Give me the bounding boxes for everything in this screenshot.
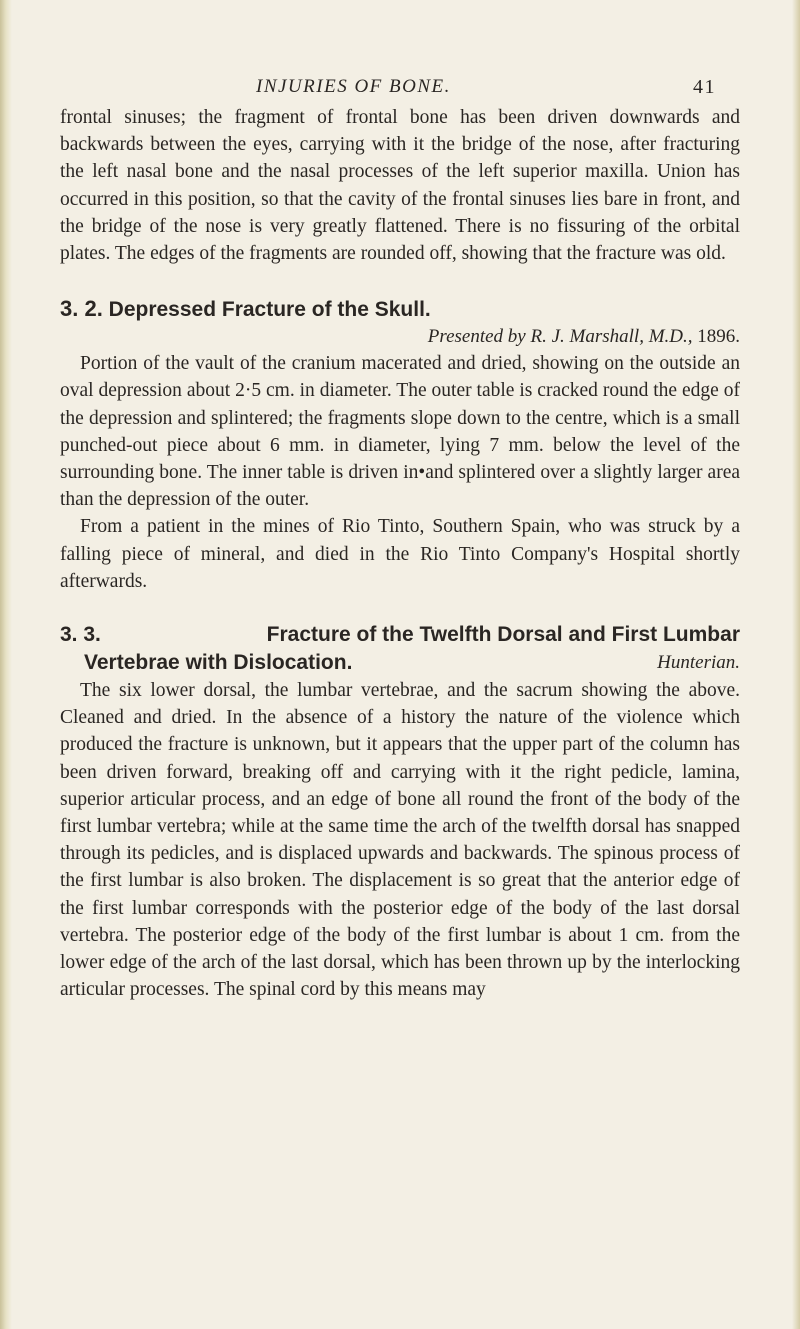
section-3-3	[60, 621, 740, 1003]
page-edge-right	[792, 0, 800, 1329]
section-title-line-1: Fracture of the Twelfth Dorsal and First Lumbar	[266, 623, 740, 647]
page-header	[60, 68, 740, 104]
section-source: Hunterian.	[657, 652, 740, 674]
running-title: INJURIES OF BONE.	[256, 76, 451, 97]
page-edge-left	[0, 0, 12, 1329]
section-heading	[60, 621, 740, 649]
section-paragraph: From a patient in the mines of Rio Tinto, Southern Spain, who was struck by a falling piece of mineral, and died in the Rio Tinto Company's Hospital shortly afterwards.	[60, 516, 740, 592]
presenter-year: 1896.	[697, 326, 740, 348]
section-number: 3. 2.	[60, 296, 103, 322]
section-paragraph: Portion of the vault of the cranium macerated and dried, showing on the outside an oval depression about 2·5 cm. in diameter. The outer table is cracked round the edge of the depression and splintered; the fragments slope down to the centre, which is a small punched-out piece about 6 mm. in diameter, lying 7 mm. below the level of the surrounding bone. The inner table is driven in•and splintered over a slightly larger area than the depression of the outer.	[60, 353, 740, 511]
section-number: 3. 3.	[60, 623, 101, 647]
section-3-2	[60, 295, 740, 595]
section-title: Depressed Fracture of the Skull.	[108, 298, 431, 322]
intro-paragraph: frontal sinuses; the fragment of frontal bone has been driven downwards and backwards between the eyes, carrying with it the bridge of the nose, after fracturing the left nasal bone and the nasal processes of the left superior maxilla. Union has occurred in this position, so that the cavity of the frontal sinuses lies bare in front, and the bridge of the nose is very greatly flattened. There is no fissuring of the orbital plates. The edges of the fragments are rounded off, showing that the fracture was old.	[60, 107, 740, 265]
section-heading-line-2	[60, 649, 740, 677]
section-paragraph: The six lower dorsal, the lumbar vertebrae, and the sacrum showing the above. Cleaned and dried. In the absence of a history the nature of the violence which produced the fracture is unknown, but it appears that the upper part of the column has been driven forward, breaking off and carrying with it the right pedicle, lamina, superior articular process, and an edge of bone all round the front of the body of the first lumbar vertebra; while at the same time the arch of the twelfth dorsal has snapped through its pedicles, and is displaced upwards and backwards. The spinous process of the first lumbar is also broken. The displacement is so great that the anterior edge of the first lumbar corresponds with the posterior edge of the body of the last dorsal vertebra. The posterior edge of the body of the first lumbar is about 1 cm. from the lower edge of the arch of the last dorsal, which has been thrown up by the interlocking articular processes. The spinal cord by this means may	[60, 680, 740, 1001]
presenter-name: Presented by R. J. Marshall, M.D.,	[427, 326, 693, 348]
section-heading	[60, 295, 740, 324]
book-page	[60, 68, 740, 1003]
section-title-line-2: Vertebrae with Dislocation.	[84, 651, 353, 675]
page-number: 41	[693, 76, 716, 98]
presenter-line	[60, 324, 740, 350]
